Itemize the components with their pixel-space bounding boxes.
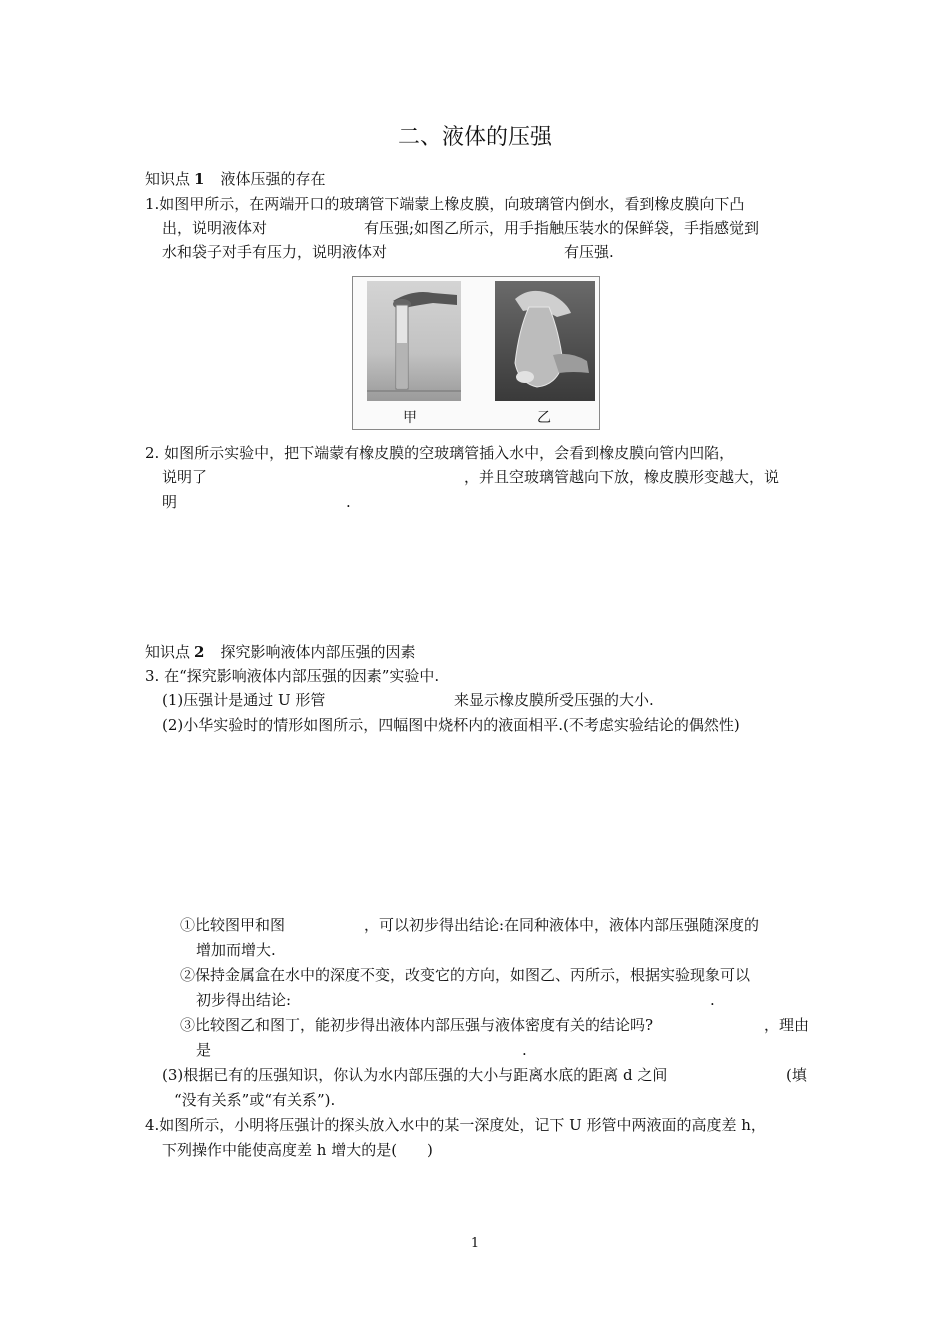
knowledge-point-2-heading <box>145 640 415 664</box>
q3-part1b: 来显示橡皮膜所受压强的大小. <box>454 691 654 709</box>
q2-line3a: 明 <box>162 493 178 511</box>
q1-line3b: 有压强. <box>564 243 614 261</box>
figure-jia-yi <box>352 276 600 430</box>
q2-line2a: 说明了 <box>162 468 208 486</box>
q1-line3a: 水和袋子对手有压力，说明液体对 <box>162 243 388 261</box>
q3-sub2a: ②保持金属盒在水中的深度不变，改变它的方向，如图乙、丙所示，根据实验现象可以 <box>180 966 751 984</box>
q3-part2: (2)小华实验时的情形如图所示，四幅图中烧杯内的液面相平.(不考虑实验结论的偶然性) <box>162 716 740 734</box>
q3-part3a: (3)根据已有的压强知识，你认为水内部压强的大小与距离水底的距离 d 之间 <box>162 1066 668 1084</box>
q1-line2a: 出，说明液体对 <box>162 219 268 237</box>
q3-part3b: (填 <box>786 1066 807 1084</box>
q2-line1: 2. 如图所示实验中，把下端蒙有橡皮膜的空玻璃管插入水中，会看到橡皮膜向管内凹陷， <box>145 444 735 462</box>
q4-line1: 4.如图所示，小明将压强计的探头放入水中的某一深度处，记下 U 形管中两液面的高度差 h， <box>145 1116 766 1134</box>
q1-line2b: 有压强;如图乙所示，用手指触压装水的保鲜袋，手指感觉到 <box>364 219 760 237</box>
q3-sub1b: ，可以初步得出结论:在同种液体中，液体内部压强随深度的 <box>364 916 760 934</box>
kp-label: 知识点 <box>145 643 191 661</box>
kp-number: 1 <box>194 170 205 188</box>
q3-sub3a: ③比较图乙和图丁，能初步得出液体内部压强与液体密度有关的结论吗? <box>180 1016 654 1034</box>
figure-label-yi: 乙 <box>537 410 551 426</box>
kp-title: 探究影响液体内部压强的因素 <box>220 643 416 661</box>
q2-line3b: . <box>346 493 351 511</box>
q3-sub3b: ，理由 <box>764 1016 810 1034</box>
q1-line1: 1.如图甲所示，在两端开口的玻璃管下端蒙上橡皮膜，向玻璃管内倒水，看到橡皮膜向下凸 <box>145 195 745 213</box>
q2-line2b: ，并且空玻璃管越向下放，橡皮膜形变越大，说 <box>464 468 780 486</box>
page-title: 二、液体的压强 <box>397 125 552 150</box>
kp-number: 2 <box>194 643 205 661</box>
q3-sub2c: . <box>710 991 715 1009</box>
q3-part1a: (1)压强计是通过 U 形管 <box>162 691 326 709</box>
kp-label: 知识点 <box>145 170 191 188</box>
experiment-photo <box>353 277 599 429</box>
q3-sub1c: 增加而增大. <box>196 941 276 959</box>
figure-label-jia: 甲 <box>403 410 417 426</box>
q4-line2: 下列操作中能使高度差 h 增大的是( ) <box>162 1141 433 1159</box>
q3-line1: 3. 在“探究影响液体内部压强的因素”实验中. <box>145 667 440 685</box>
q3-part3c: “没有关系”或“有关系”). <box>174 1091 336 1109</box>
q3-sub3d: . <box>522 1041 527 1059</box>
q3-sub2b: 初步得出结论: <box>196 991 292 1009</box>
knowledge-point-1-heading <box>145 167 325 191</box>
kp-title: 液体压强的存在 <box>220 170 326 188</box>
page-number: 1 <box>470 1236 480 1251</box>
q3-sub1a: ①比较图甲和图 <box>180 916 286 934</box>
q3-sub3c: 是 <box>196 1041 212 1059</box>
